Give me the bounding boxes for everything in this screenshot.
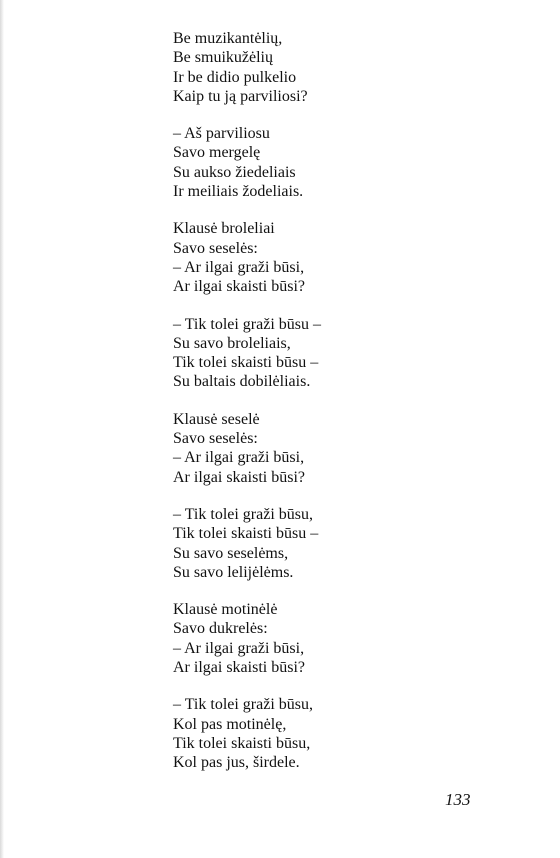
poem-line: Su savo lelijėlėms. bbox=[173, 563, 294, 581]
poem-line: Tik tolei skaisti būsu, bbox=[173, 734, 311, 752]
poem-line: – Ar ilgai graži būsi, bbox=[173, 639, 305, 657]
poem-line: Tik tolei skaisti būsu – bbox=[173, 354, 319, 372]
poem-line: – Ar ilgai graži būsi, bbox=[173, 449, 305, 467]
poem-line: Kaip tu ją parviliosi? bbox=[173, 87, 308, 105]
poem-line: Su savo seselėms, bbox=[173, 544, 289, 562]
poem-line: – Tik tolei graži būsu, bbox=[173, 696, 314, 714]
poem-line: Be smuikužėlių bbox=[173, 49, 273, 67]
poem-line: Su aukso žiedeliais bbox=[173, 163, 296, 181]
poem-line: Kol pas motinėlę, bbox=[173, 715, 287, 733]
poem-line: Be muzikantėlių, bbox=[173, 30, 283, 47]
stanza bbox=[173, 505, 513, 582]
poem-line: Ir be didio pulkelio bbox=[173, 68, 297, 86]
poem-line: Ar ilgai skaisti būsi? bbox=[173, 659, 305, 677]
poem bbox=[173, 29, 513, 791]
stanza bbox=[173, 410, 513, 487]
poem-line: Ar ilgai skaisti būsi? bbox=[173, 468, 305, 486]
poem-line: – Tik tolei graži būsu, bbox=[173, 505, 314, 523]
poem-line: Savo dukrelės: bbox=[173, 620, 268, 638]
poem-line: Tik tolei skaisti būsu – bbox=[173, 525, 319, 543]
poem-line: Su baltais dobilėliais. bbox=[173, 373, 311, 391]
poem-line: – Tik tolei graži būsu – bbox=[173, 315, 322, 333]
stanza bbox=[173, 29, 513, 106]
stanza bbox=[173, 600, 513, 677]
poem-line: Kol pas jus, širdele. bbox=[173, 754, 300, 772]
stanza bbox=[173, 124, 513, 201]
poem-line: Ar ilgai skaisti būsi? bbox=[173, 278, 305, 296]
poem-line: – Aš parviliosu bbox=[173, 125, 270, 143]
poem-line: Savo seselės: bbox=[173, 430, 258, 448]
page-number: 133 bbox=[445, 790, 471, 809]
stanza bbox=[173, 219, 513, 296]
poem-line: Klausė broleliai bbox=[173, 220, 275, 238]
stanza bbox=[173, 315, 513, 392]
stanza bbox=[173, 695, 513, 772]
page-edge bbox=[0, 0, 4, 858]
poem-line: Savo mergelę bbox=[173, 144, 261, 162]
poem-line: Klausė motinėlė bbox=[173, 601, 278, 619]
poem-line: Ir meiliais žodeliais. bbox=[173, 183, 304, 201]
poem-line: Savo seselės: bbox=[173, 239, 258, 257]
poem-line: Su savo broleliais, bbox=[173, 334, 291, 352]
poem-line: – Ar ilgai graži būsi, bbox=[173, 258, 305, 276]
poem-line: Klausė seselė bbox=[173, 410, 260, 428]
